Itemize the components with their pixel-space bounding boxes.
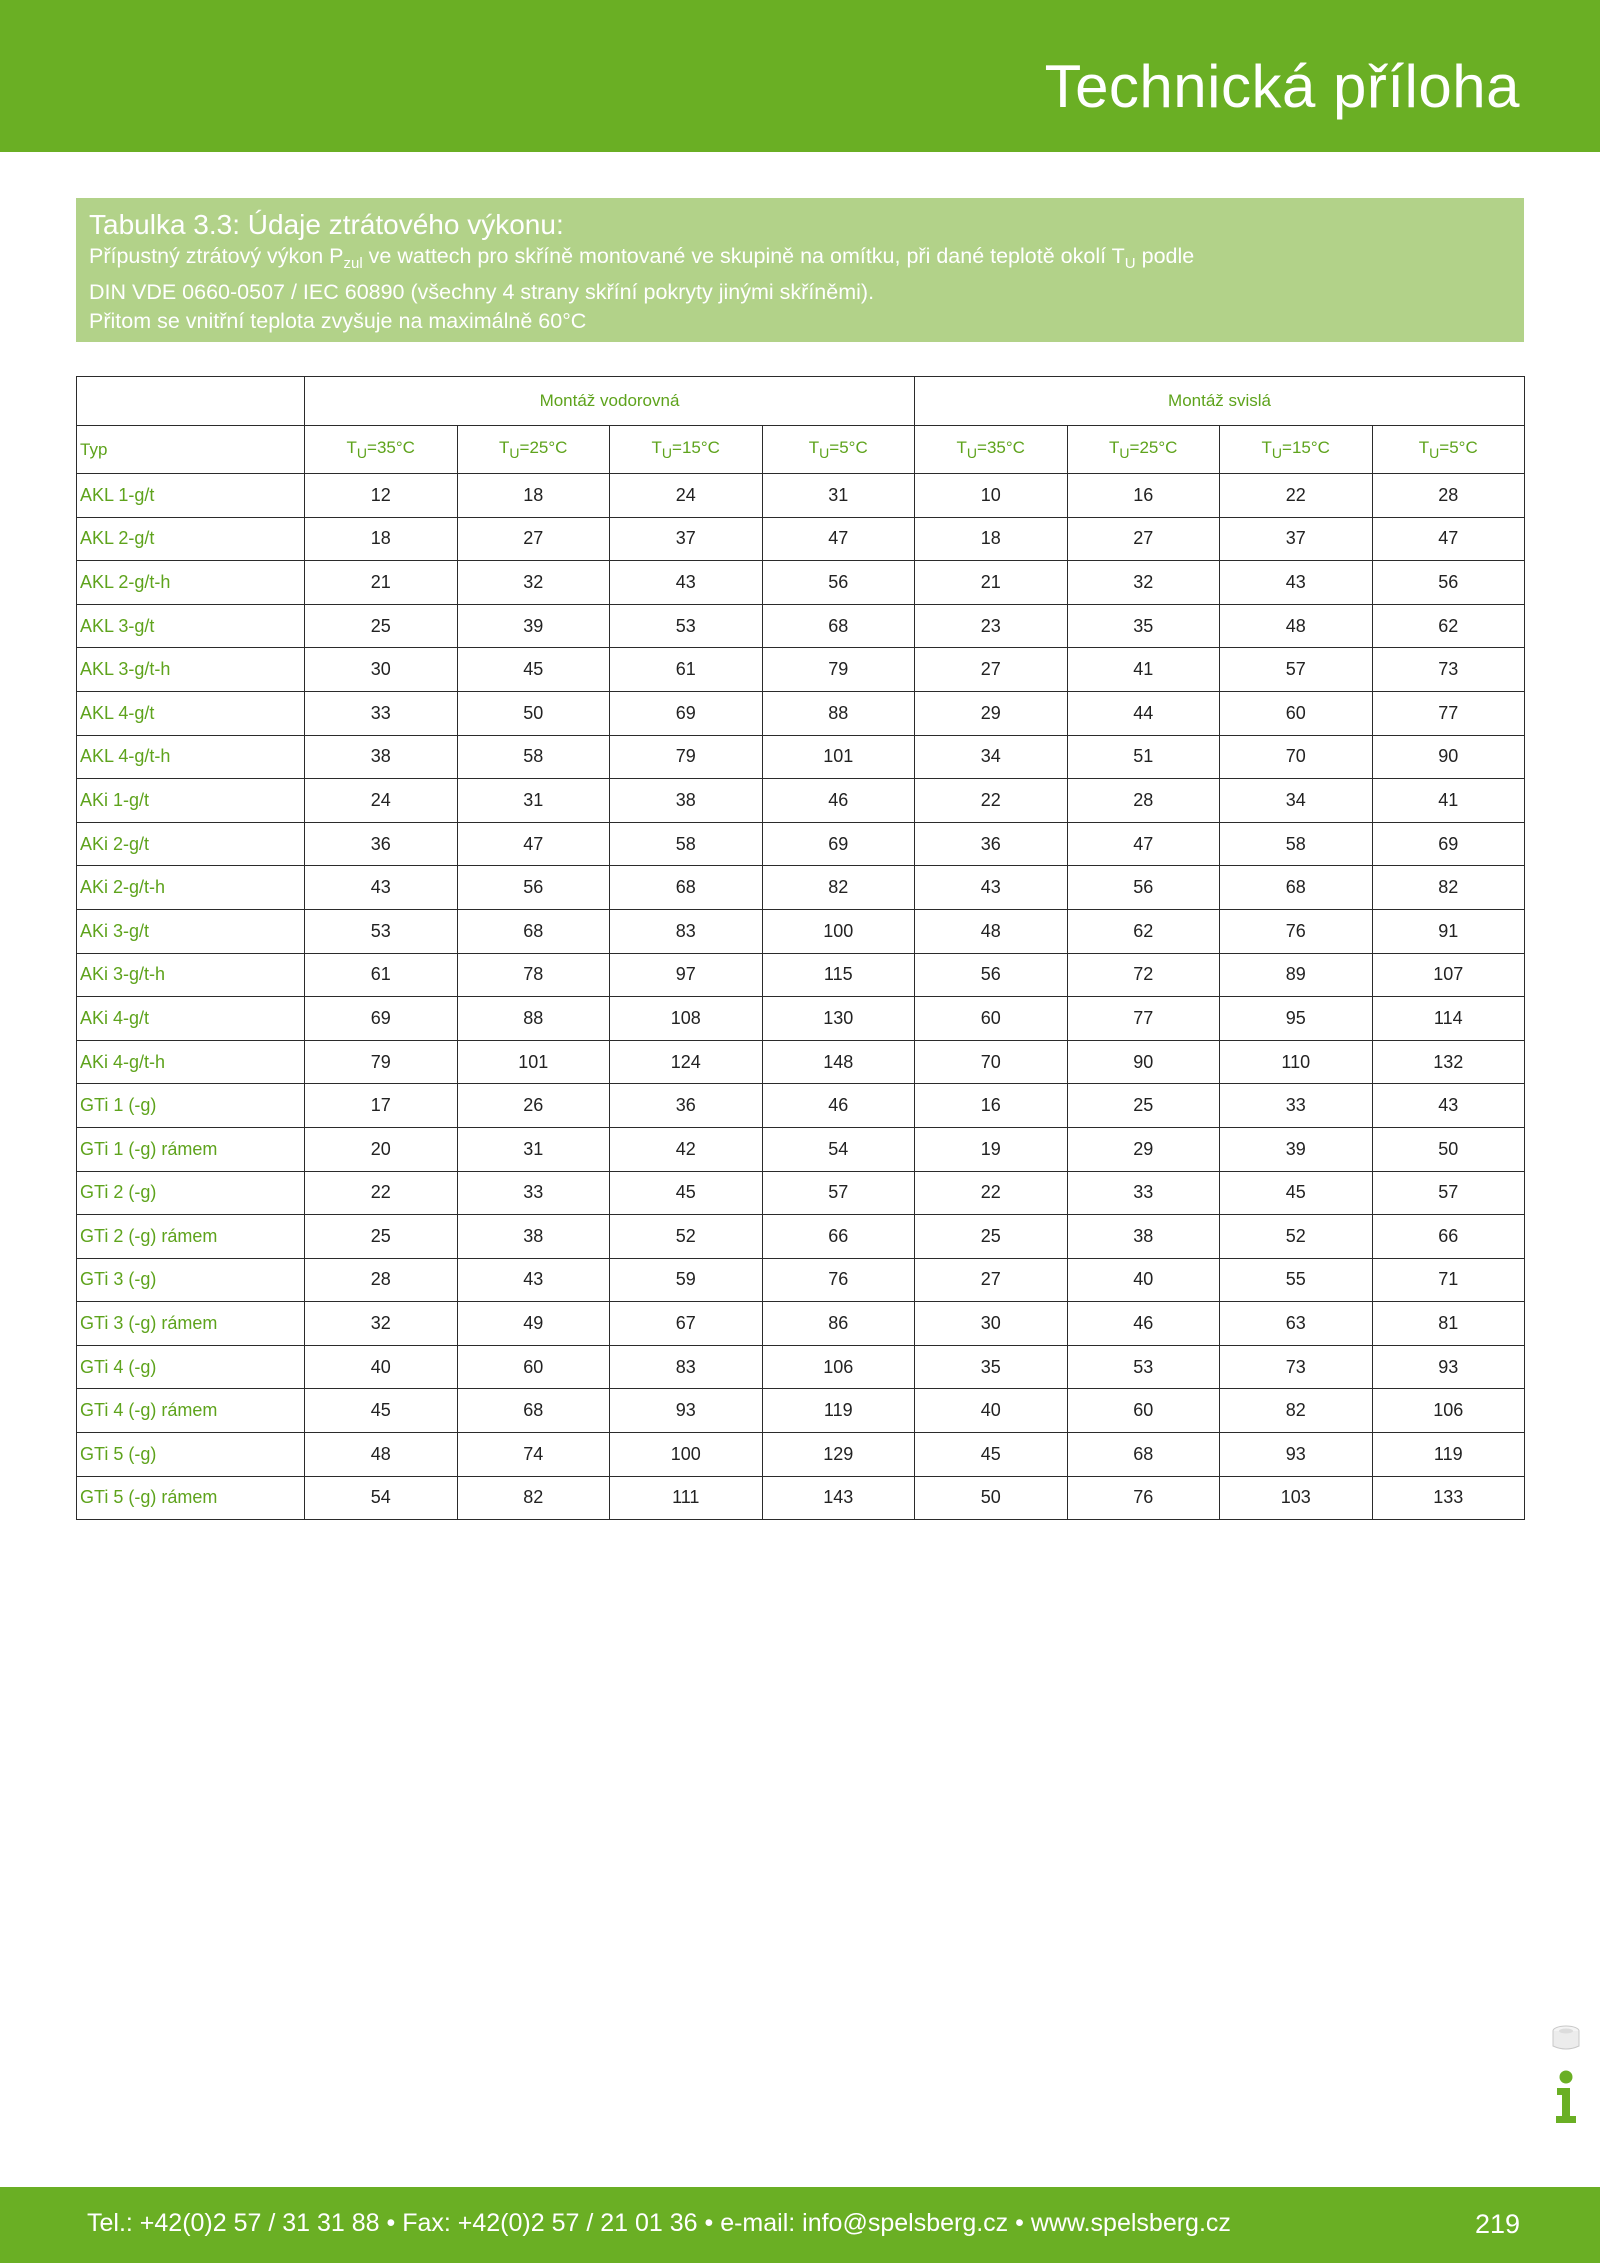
table-row <box>77 1127 1525 1171</box>
value-cell: 28 <box>305 1258 458 1302</box>
table-row <box>77 1084 1525 1128</box>
value-cell: 44 <box>1067 691 1220 735</box>
table-row <box>77 691 1525 735</box>
value-cell: 33 <box>1220 1084 1373 1128</box>
value-cell: 37 <box>610 517 763 561</box>
value-cell: 55 <box>1220 1258 1373 1302</box>
value-cell: 41 <box>1067 648 1220 692</box>
value-cell: 34 <box>1220 779 1373 823</box>
value-cell: 47 <box>1067 822 1220 866</box>
type-cell: GTi 4 (-g) <box>77 1345 305 1389</box>
value-cell: 25 <box>305 604 458 648</box>
value-cell: 57 <box>1220 648 1373 692</box>
value-cell: 76 <box>762 1258 915 1302</box>
temp-header: $T_U=25^\circ C$ <box>1067 426 1220 474</box>
value-cell: 25 <box>1067 1084 1220 1128</box>
value-cell: 46 <box>1067 1302 1220 1346</box>
value-cell: 82 <box>1372 866 1525 910</box>
type-cell: AKL 2-g/t <box>77 517 305 561</box>
type-cell: AKL 1-g/t <box>77 474 305 518</box>
value-cell: 78 <box>457 953 610 997</box>
value-cell: 68 <box>457 909 610 953</box>
value-cell: 42 <box>610 1127 763 1171</box>
value-cell: 38 <box>457 1215 610 1259</box>
value-cell: 69 <box>305 997 458 1041</box>
value-cell: 20 <box>305 1127 458 1171</box>
value-cell: 69 <box>762 822 915 866</box>
value-cell: 35 <box>915 1345 1068 1389</box>
value-cell: 72 <box>1067 953 1220 997</box>
table-row <box>77 1476 1525 1520</box>
value-cell: 53 <box>610 604 763 648</box>
value-cell: 18 <box>457 474 610 518</box>
table-row <box>77 1345 1525 1389</box>
value-cell: 58 <box>610 822 763 866</box>
value-cell: 46 <box>762 1084 915 1128</box>
type-cell: AKi 3-g/t <box>77 909 305 953</box>
value-cell: 62 <box>1372 604 1525 648</box>
temp-header: $T_U=35^\circ C$ <box>915 426 1068 474</box>
table-row <box>77 1258 1525 1302</box>
type-cell: GTi 4 (-g) rámem <box>77 1389 305 1433</box>
value-cell: 27 <box>915 1258 1068 1302</box>
value-cell: 33 <box>1067 1171 1220 1215</box>
value-cell: 43 <box>305 866 458 910</box>
value-cell: 83 <box>610 1345 763 1389</box>
type-cell: GTi 2 (-g) <box>77 1171 305 1215</box>
value-cell: 110 <box>1220 1040 1373 1084</box>
table-row <box>77 561 1525 605</box>
temp-header: $T_U=5^\circ C$ <box>762 426 915 474</box>
value-cell: 83 <box>610 909 763 953</box>
type-cell: AKi 3-g/t-h <box>77 953 305 997</box>
value-cell: 97 <box>610 953 763 997</box>
value-cell: 143 <box>762 1476 915 1520</box>
value-cell: 31 <box>457 779 610 823</box>
value-cell: 50 <box>457 691 610 735</box>
table-row <box>77 997 1525 1041</box>
value-cell: 76 <box>1220 909 1373 953</box>
table-row <box>77 1215 1525 1259</box>
value-cell: 86 <box>762 1302 915 1346</box>
table-row <box>77 1433 1525 1477</box>
value-cell: 93 <box>610 1389 763 1433</box>
value-cell: 57 <box>762 1171 915 1215</box>
value-cell: 100 <box>610 1433 763 1477</box>
value-cell: 39 <box>1220 1127 1373 1171</box>
type-cell: GTi 2 (-g) rámem <box>77 1215 305 1259</box>
value-cell: 101 <box>457 1040 610 1084</box>
value-cell: 103 <box>1220 1476 1373 1520</box>
value-cell: 21 <box>305 561 458 605</box>
table-row <box>77 1040 1525 1084</box>
value-cell: 33 <box>305 691 458 735</box>
value-cell: 95 <box>1220 997 1373 1041</box>
value-cell: 37 <box>1220 517 1373 561</box>
value-cell: 56 <box>915 953 1068 997</box>
value-cell: 45 <box>305 1389 458 1433</box>
table-row <box>77 866 1525 910</box>
typ-header: Typ <box>77 426 305 474</box>
value-cell: 38 <box>610 779 763 823</box>
type-cell: AKi 2-g/t <box>77 822 305 866</box>
value-cell: 40 <box>1067 1258 1220 1302</box>
value-cell: 82 <box>762 866 915 910</box>
value-cell: 68 <box>610 866 763 910</box>
table-row <box>77 604 1525 648</box>
value-cell: 58 <box>457 735 610 779</box>
value-cell: 47 <box>457 822 610 866</box>
footer-contact: Tel.: +42(0)2 57 / 31 31 88 • Fax: +42(0)2 57 / 21 01 36 • e-mail: info@spelsberg.cz • www.spelsberg.cz <box>87 2209 1231 2237</box>
value-cell: 25 <box>915 1215 1068 1259</box>
value-cell: 107 <box>1372 953 1525 997</box>
value-cell: 43 <box>1220 561 1373 605</box>
value-cell: 16 <box>1067 474 1220 518</box>
value-cell: 89 <box>1220 953 1373 997</box>
value-cell: 25 <box>305 1215 458 1259</box>
value-cell: 40 <box>305 1345 458 1389</box>
value-cell: 47 <box>1372 517 1525 561</box>
value-cell: 52 <box>610 1215 763 1259</box>
value-cell: 27 <box>457 517 610 561</box>
value-cell: 34 <box>915 735 1068 779</box>
value-cell: 111 <box>610 1476 763 1520</box>
caption-title: Tabulka 3.3: Údaje ztrátového výkonu: <box>89 209 564 240</box>
enclosure-box-icon <box>1550 2022 1582 2054</box>
value-cell: 43 <box>457 1258 610 1302</box>
value-cell: 93 <box>1372 1345 1525 1389</box>
page-number: 219 <box>1474 2209 1520 2239</box>
value-cell: 57 <box>1372 1171 1525 1215</box>
value-cell: 148 <box>762 1040 915 1084</box>
info-icon <box>1552 2070 1580 2124</box>
value-cell: 24 <box>610 474 763 518</box>
type-cell: GTi 3 (-g) <box>77 1258 305 1302</box>
value-cell: 36 <box>305 822 458 866</box>
value-cell: 56 <box>457 866 610 910</box>
footer-bar <box>0 2187 1600 2263</box>
value-cell: 28 <box>1067 779 1220 823</box>
table-row <box>77 474 1525 518</box>
value-cell: 82 <box>1220 1389 1373 1433</box>
value-cell: 67 <box>610 1302 763 1346</box>
type-cell: AKi 4-g/t <box>77 997 305 1041</box>
value-cell: 54 <box>305 1476 458 1520</box>
temp-header: $T_U=5^\circ C$ <box>1372 426 1525 474</box>
value-cell: 133 <box>1372 1476 1525 1520</box>
value-cell: 106 <box>1372 1389 1525 1433</box>
value-cell: 45 <box>915 1433 1068 1477</box>
value-cell: 70 <box>1220 735 1373 779</box>
value-cell: 27 <box>1067 517 1220 561</box>
value-cell: 88 <box>457 997 610 1041</box>
value-cell: 39 <box>457 604 610 648</box>
table-row <box>77 953 1525 997</box>
value-cell: 73 <box>1220 1345 1373 1389</box>
value-cell: 115 <box>762 953 915 997</box>
page-title: Technická příloha <box>1044 53 1520 120</box>
value-cell: 56 <box>1067 866 1220 910</box>
value-cell: 63 <box>1220 1302 1373 1346</box>
table-row <box>77 517 1525 561</box>
table-caption <box>76 198 1524 342</box>
table-row <box>77 1389 1525 1433</box>
value-cell: 22 <box>915 779 1068 823</box>
type-cell: AKL 3-g/t <box>77 604 305 648</box>
temp-header: $T_U=35^\circ C$ <box>305 426 458 474</box>
value-cell: 22 <box>915 1171 1068 1215</box>
value-cell: 69 <box>1372 822 1525 866</box>
value-cell: 21 <box>915 561 1068 605</box>
table-row <box>77 648 1525 692</box>
value-cell: 61 <box>305 953 458 997</box>
value-cell: 79 <box>762 648 915 692</box>
value-cell: 77 <box>1372 691 1525 735</box>
type-cell: AKi 1-g/t <box>77 779 305 823</box>
temp-header: $T_U=25^\circ C$ <box>457 426 610 474</box>
value-cell: 101 <box>762 735 915 779</box>
group-header-horizontal: Montáž vodorovná <box>305 377 915 426</box>
value-cell: 40 <box>915 1389 1068 1433</box>
value-cell: 32 <box>305 1302 458 1346</box>
value-cell: 29 <box>1067 1127 1220 1171</box>
value-cell: 49 <box>457 1302 610 1346</box>
value-cell: 24 <box>305 779 458 823</box>
value-cell: 48 <box>915 909 1068 953</box>
table-row <box>77 822 1525 866</box>
value-cell: 27 <box>915 648 1068 692</box>
value-cell: 41 <box>1372 779 1525 823</box>
value-cell: 12 <box>305 474 458 518</box>
caption-line-1: Přípustný ztrátový výkon $P_{zul}$ ve wattech pro skříně montované ve skupině na omítku, při dané teplotě okolí $T_U$ podle <box>89 244 1195 272</box>
value-cell: 129 <box>762 1433 915 1477</box>
value-cell: 53 <box>305 909 458 953</box>
value-cell: 74 <box>457 1433 610 1477</box>
value-cell: 10 <box>915 474 1068 518</box>
value-cell: 29 <box>915 691 1068 735</box>
temp-header: $T_U=15^\circ C$ <box>1220 426 1373 474</box>
type-cell: GTi 1 (-g) <box>77 1084 305 1128</box>
value-cell: 56 <box>1372 561 1525 605</box>
header-bar <box>0 0 1600 152</box>
type-cell: AKL 2-g/t-h <box>77 561 305 605</box>
type-cell: AKi 2-g/t-h <box>77 866 305 910</box>
value-cell: 48 <box>1220 604 1373 648</box>
value-cell: 47 <box>762 517 915 561</box>
value-cell: 60 <box>457 1345 610 1389</box>
value-cell: 68 <box>1220 866 1373 910</box>
value-cell: 38 <box>1067 1215 1220 1259</box>
value-cell: 69 <box>610 691 763 735</box>
value-cell: 90 <box>1372 735 1525 779</box>
value-cell: 35 <box>1067 604 1220 648</box>
value-cell: 68 <box>1067 1433 1220 1477</box>
value-cell: 26 <box>457 1084 610 1128</box>
value-cell: 23 <box>915 604 1068 648</box>
value-cell: 43 <box>1372 1084 1525 1128</box>
value-cell: 119 <box>1372 1433 1525 1477</box>
value-cell: 82 <box>457 1476 610 1520</box>
value-cell: 132 <box>1372 1040 1525 1084</box>
value-cell: 59 <box>610 1258 763 1302</box>
value-cell: 30 <box>915 1302 1068 1346</box>
value-cell: 114 <box>1372 997 1525 1041</box>
value-cell: 17 <box>305 1084 458 1128</box>
type-cell: GTi 5 (-g) rámem <box>77 1476 305 1520</box>
value-cell: 36 <box>915 822 1068 866</box>
value-cell: 77 <box>1067 997 1220 1041</box>
value-cell: 130 <box>762 997 915 1041</box>
value-cell: 22 <box>305 1171 458 1215</box>
type-cell: GTi 5 (-g) <box>77 1433 305 1477</box>
value-cell: 33 <box>457 1171 610 1215</box>
value-cell: 50 <box>915 1476 1068 1520</box>
value-cell: 106 <box>762 1345 915 1389</box>
value-cell: 66 <box>762 1215 915 1259</box>
value-cell: 52 <box>1220 1215 1373 1259</box>
value-cell: 28 <box>1372 474 1525 518</box>
value-cell: 60 <box>1067 1389 1220 1433</box>
value-cell: 50 <box>1372 1127 1525 1171</box>
value-cell: 68 <box>762 604 915 648</box>
value-cell: 76 <box>1067 1476 1220 1520</box>
value-cell: 45 <box>1220 1171 1373 1215</box>
type-cell: AKL 4-g/t-h <box>77 735 305 779</box>
value-cell: 66 <box>1372 1215 1525 1259</box>
value-cell: 45 <box>457 648 610 692</box>
value-cell: 31 <box>457 1127 610 1171</box>
type-cell: GTi 1 (-g) rámem <box>77 1127 305 1171</box>
value-cell: 16 <box>915 1084 1068 1128</box>
value-cell: 19 <box>915 1127 1068 1171</box>
value-cell: 46 <box>762 779 915 823</box>
type-cell: AKi 4-g/t-h <box>77 1040 305 1084</box>
value-cell: 81 <box>1372 1302 1525 1346</box>
value-cell: 32 <box>457 561 610 605</box>
value-cell: 60 <box>915 997 1068 1041</box>
value-cell: 79 <box>305 1040 458 1084</box>
value-cell: 32 <box>1067 561 1220 605</box>
value-cell: 43 <box>915 866 1068 910</box>
type-cell: AKL 3-g/t-h <box>77 648 305 692</box>
table-row <box>77 735 1525 779</box>
value-cell: 60 <box>1220 691 1373 735</box>
value-cell: 45 <box>610 1171 763 1215</box>
type-cell: GTi 3 (-g) rámem <box>77 1302 305 1346</box>
table-row <box>77 1171 1525 1215</box>
caption-line-3: Přitom se vnitřní teplota zvyšuje na maximálně 60°C <box>89 309 587 333</box>
value-cell: 68 <box>457 1389 610 1433</box>
table-row <box>77 1302 1525 1346</box>
value-cell: 73 <box>1372 648 1525 692</box>
value-cell: 61 <box>610 648 763 692</box>
type-cell: AKL 4-g/t <box>77 691 305 735</box>
value-cell: 108 <box>610 997 763 1041</box>
value-cell: 54 <box>762 1127 915 1171</box>
table-row <box>77 779 1525 823</box>
value-cell: 58 <box>1220 822 1373 866</box>
value-cell: 48 <box>305 1433 458 1477</box>
empty-header-cell <box>77 377 305 426</box>
caption-line-2: DIN VDE 0660-0507 / IEC 60890 (všechny 4 strany skříní pokryty jinými skříněmi). <box>89 280 875 304</box>
value-cell: 91 <box>1372 909 1525 953</box>
value-cell: 38 <box>305 735 458 779</box>
value-cell: 88 <box>762 691 915 735</box>
value-cell: 70 <box>915 1040 1068 1084</box>
table-row <box>77 909 1525 953</box>
value-cell: 119 <box>762 1389 915 1433</box>
temp-header: $T_U=15^\circ C$ <box>610 426 763 474</box>
value-cell: 43 <box>610 561 763 605</box>
value-cell: 22 <box>1220 474 1373 518</box>
value-cell: 79 <box>610 735 763 779</box>
value-cell: 51 <box>1067 735 1220 779</box>
value-cell: 100 <box>762 909 915 953</box>
value-cell: 18 <box>915 517 1068 561</box>
value-cell: 71 <box>1372 1258 1525 1302</box>
value-cell: 93 <box>1220 1433 1373 1477</box>
value-cell: 56 <box>762 561 915 605</box>
power-loss-table <box>76 376 1525 1520</box>
value-cell: 53 <box>1067 1345 1220 1389</box>
value-cell: 18 <box>305 517 458 561</box>
value-cell: 36 <box>610 1084 763 1128</box>
value-cell: 30 <box>305 648 458 692</box>
value-cell: 90 <box>1067 1040 1220 1084</box>
value-cell: 124 <box>610 1040 763 1084</box>
value-cell: 31 <box>762 474 915 518</box>
group-header-vertical: Montáž svislá <box>915 377 1525 426</box>
value-cell: 62 <box>1067 909 1220 953</box>
